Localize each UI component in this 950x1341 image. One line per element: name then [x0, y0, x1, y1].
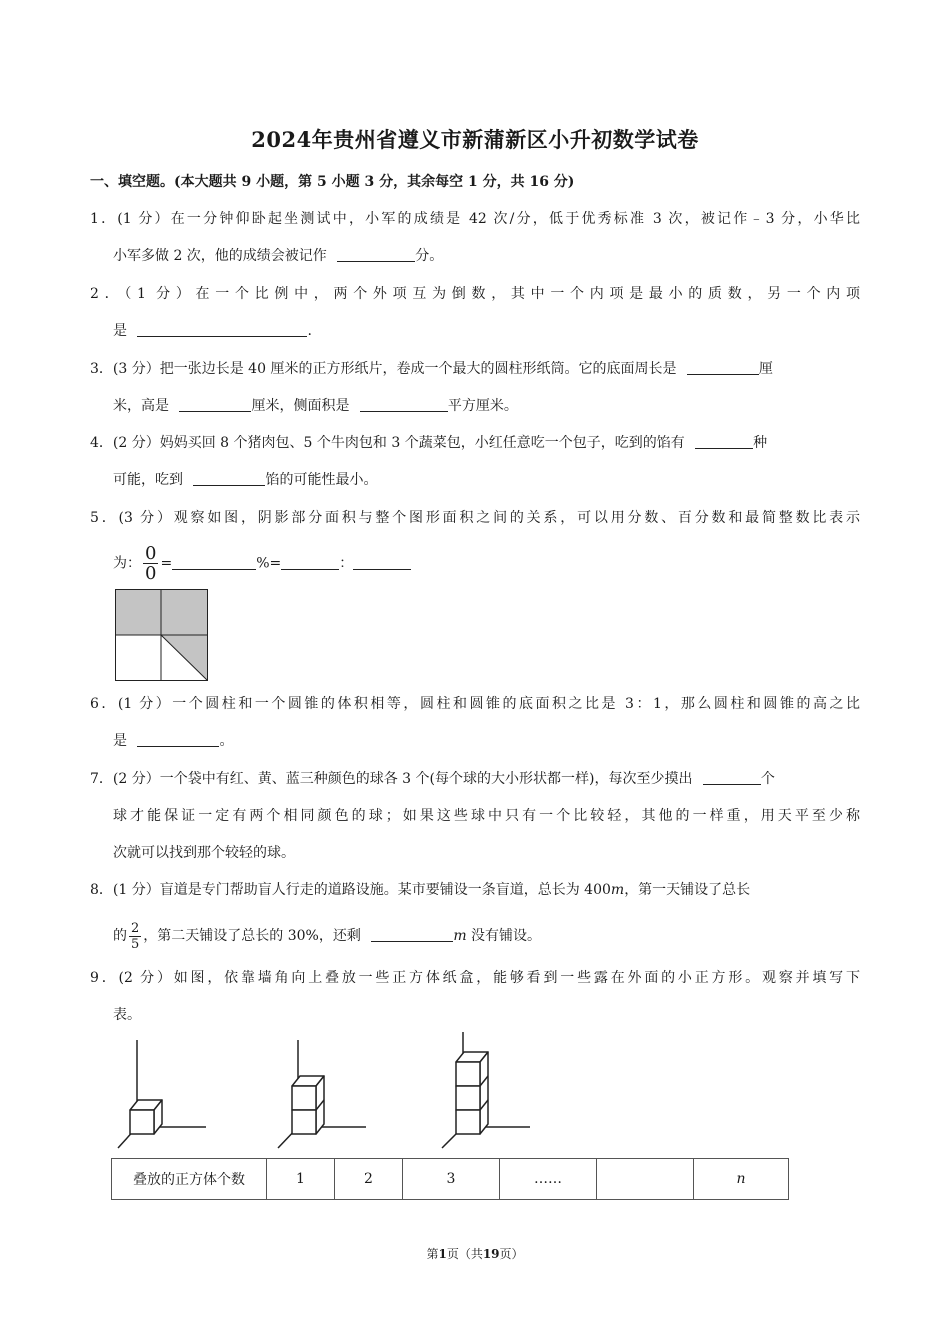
q3-text-d: 厘米，侧面积是	[251, 398, 350, 414]
q8-text-b: ，第一天铺设了总长	[624, 882, 751, 898]
q5-frac-num: 0	[145, 543, 157, 564]
footer-total-pages: 19	[482, 1247, 500, 1261]
table-header-cell: 叠放的正方体个数	[112, 1159, 267, 1200]
q3-text-c: 米，高是	[113, 398, 169, 414]
footer-prefix: 第	[426, 1247, 439, 1261]
q4-text-a: 4．(2 分）妈妈买回 8 个猪肉包、5 个牛肉包和 3 个蔬菜包，小红任意吃一个包子，吃到的馅有	[90, 435, 685, 451]
corner-figure-3	[442, 1032, 530, 1148]
q6-text-a: 是	[113, 733, 127, 749]
q9-table	[111, 1158, 789, 1200]
q8-text-a: 8．(1 分）盲道是专门帮助盲人行走的道路设施。某市要铺设一条盲道，总长为 400	[90, 882, 611, 898]
table-row	[112, 1159, 789, 1200]
q3-text-e: 平方厘米。	[447, 398, 518, 414]
q8-unit-m: m	[610, 882, 625, 898]
q9-line2: 表。	[113, 1007, 141, 1023]
q2-line1: 2．（1 分）在一个比例中，两个外项互为倒数，其中一个内项是最小的质数，另一个内项	[90, 286, 860, 302]
footer-suffix: 页）	[499, 1247, 524, 1261]
table-cell-1: 1	[267, 1159, 335, 1200]
q7-line2: 球才能保证一定有两个相同颜色的球；如果这些球中只有一个比较轻，其他的一样重，用天平至少称	[113, 808, 860, 824]
q3-text-b: 厘	[758, 361, 773, 377]
q7-text-a: 7．(2 分）一个袋中有红、黄、蓝三种颜色的球各 3 个(每个球的大小形状都一样)，每次至少摸出	[90, 771, 693, 787]
q7-line3: 次就可以找到那个较轻的球。	[113, 845, 295, 861]
corner-figure-1	[118, 1040, 206, 1148]
page-footer	[0, 1245, 950, 1262]
q9-line1: 9．(2 分）如图，依靠墙角向上叠放一些正方体纸盒，能够看到一些露在外面的小正方形。观察并填写下	[90, 970, 860, 986]
q2-text-b: .	[307, 323, 312, 339]
section-heading: 一、填空题。(本大题共 9 小题，第 5 小题 3 分，其余每空 1 分，共 16 分)	[90, 174, 575, 190]
q5-text-a: 为：	[113, 555, 141, 572]
table-cell-ellipsis: ……	[500, 1159, 597, 1200]
corner-figure-2	[278, 1040, 366, 1148]
q8-text-c: 的	[113, 928, 127, 944]
q5-eq: =	[160, 555, 173, 572]
q3-text-a: 3．(3 分）把一张边长是 40 厘米的正方形纸片，卷成一个最大的圆柱形纸筒。它的底面周长是	[90, 361, 677, 377]
q1-text-b: 分。	[415, 248, 444, 264]
q7-text-b: 个	[760, 771, 775, 787]
footer-middle: 页（共	[446, 1247, 483, 1261]
footer-page-number: 1	[438, 1247, 447, 1261]
q8-text-e: 没有铺设。	[466, 928, 542, 944]
table-cell-2: 2	[335, 1159, 403, 1200]
q5-colon: ：	[339, 555, 354, 572]
q8-frac-num: 2	[131, 920, 140, 936]
q5-line1: 5．(3 分）观察如图，阴影部分面积与整个图形面积之间的关系，可以用分数、百分数和最简整数比表示	[90, 510, 860, 526]
q5-frac-den: 0	[145, 563, 157, 584]
q1-text-a: 小军多做 2 次，他的成绩会被记作	[113, 248, 327, 264]
q4-text-b: 种	[753, 435, 768, 451]
q6-text-b: 。	[219, 733, 234, 749]
q8-unit-m2: m	[453, 928, 467, 944]
q2-text-a: 是	[113, 323, 127, 339]
table-cell-blank[interactable]	[597, 1159, 694, 1200]
q6-line1: 6．(1 分）一个圆柱和一个圆锥的体积相等，圆柱和圆锥的底面积之比是 3：1，那么圆柱和圆锥的高之比	[90, 696, 860, 712]
table-cell-n: n	[694, 1159, 789, 1200]
q4-text-d: 馅的可能性最小。	[265, 472, 378, 488]
q8-text-d: ，第二天铺设了总长的 30%，还剩	[143, 928, 361, 944]
table-cell-3: 3	[403, 1159, 500, 1200]
q1-line1: 1．(1 分）在一分钟仰卧起坐测试中，小军的成绩是 42 次/分，低于优秀标准 3 次，被记作﹣3 分，小华比	[90, 211, 860, 227]
q8-frac-den: 5	[131, 936, 140, 952]
q4-text-c: 可能，吃到	[113, 472, 183, 488]
exam-title: 2024年贵州省遵义市新蒲新区小升初数学试卷	[251, 127, 699, 152]
q5-pct: %=	[256, 555, 282, 572]
